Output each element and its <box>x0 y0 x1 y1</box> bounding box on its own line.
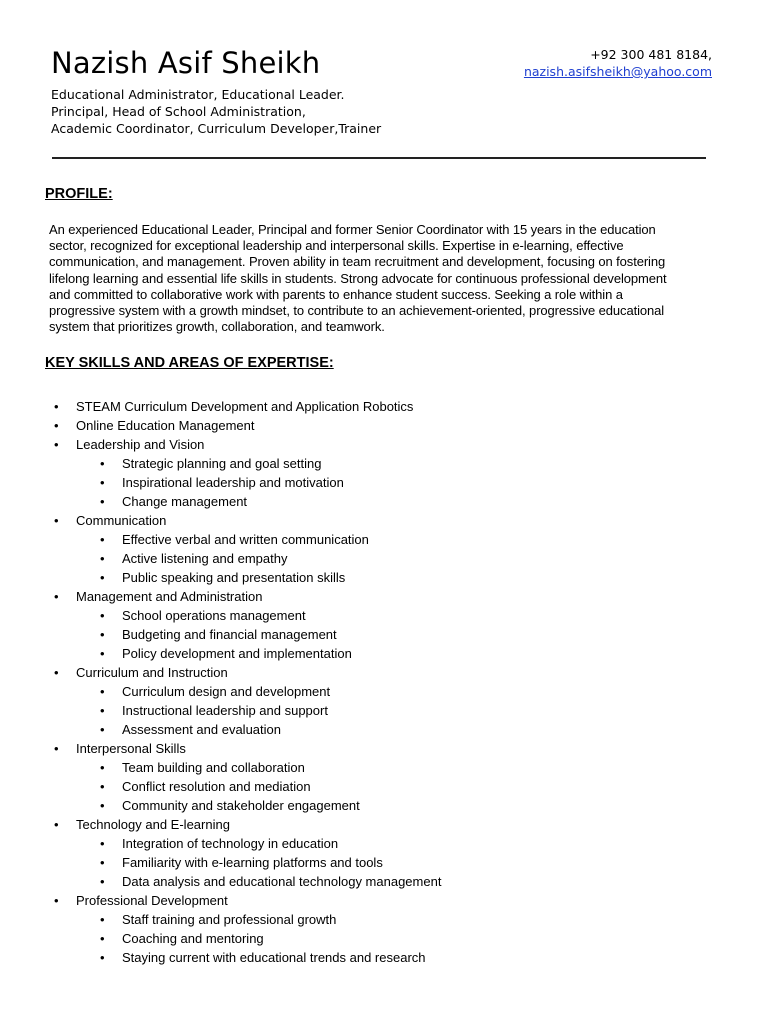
job-title-line: Academic Coordinator, Curriculum Developer,Trainer <box>51 121 382 136</box>
contact-info <box>524 46 712 80</box>
skill-category: • Online Education Management <box>48 416 441 435</box>
skill-item: • Staying current with educational trends and research <box>48 948 441 967</box>
skill-category: • Technology and E-learning <box>48 815 441 834</box>
candidate-name: Nazish Asif Sheikh <box>51 46 321 80</box>
profile-paragraph <box>49 222 729 335</box>
skill-item: • Inspirational leadership and motivation <box>48 473 441 492</box>
profile-line: An experienced Educational Leader, Principal and former Senior Coordinator with 15 years in the education <box>49 222 656 237</box>
skill-item: • Budgeting and financial management <box>48 625 441 644</box>
job-titles <box>51 86 381 137</box>
profile-line: lifelong learning and essential life skills in students. Strong advocate for continuous professional development <box>49 270 667 286</box>
profile-line: sector, recognized for exceptional leadership and interpersonal skills. Expertise in e-learning, effective <box>49 238 624 254</box>
skill-category: • Curriculum and Instruction <box>48 663 441 682</box>
profile-line: and committed to collaborative work with parents to enhance student success. Seeking a role within a <box>49 286 623 302</box>
skill-item: • Team building and collaboration <box>48 758 441 777</box>
skill-item: • School operations management <box>48 606 441 625</box>
email-link[interactable]: nazish.asifsheikh@yahoo.com <box>523 64 712 79</box>
skill-item: • Instructional leadership and support <box>48 701 441 720</box>
skill-item: • Change management <box>48 492 441 511</box>
skill-category: • Professional Development <box>48 891 441 910</box>
skill-item: • Public speaking and presentation skills <box>48 568 441 587</box>
profile-heading: PROFILE: <box>45 186 113 202</box>
profile-line: system that prioritizes growth, collaboration, and teamwork. <box>49 319 385 335</box>
job-title-line: Educational Administrator, Educational Leader. <box>51 87 345 102</box>
profile-line: communication, and management. Proven ability in team recruitment and development, focusing on fostering <box>49 254 666 270</box>
skill-item: • Conflict resolution and mediation <box>48 777 441 796</box>
skill-item: • Policy development and implementation <box>48 644 441 663</box>
skill-item: • Active listening and empathy <box>48 549 441 568</box>
skill-category: • STEAM Curriculum Development and Application Robotics <box>48 397 441 416</box>
skill-item: • Staff training and professional growth <box>48 910 441 929</box>
skill-category: • Interpersonal Skills <box>48 739 441 758</box>
skill-item: • Curriculum design and development <box>48 682 441 701</box>
skill-item: • Assessment and evaluation <box>48 720 441 739</box>
skill-item: • Effective verbal and written communication <box>48 530 441 549</box>
skill-item: • Data analysis and educational technology management <box>48 872 441 891</box>
skill-category: • Leadership and Vision <box>48 435 441 454</box>
skills-list <box>48 397 441 967</box>
job-title-line: Principal, Head of School Administration, <box>51 104 306 119</box>
skill-item: • Familiarity with e-learning platforms and tools <box>48 853 441 872</box>
phone-number: +92 300 481 8184, <box>590 47 712 62</box>
skill-item: • Community and stakeholder engagement <box>48 796 441 815</box>
header-divider <box>52 157 706 159</box>
skills-heading: KEY SKILLS AND AREAS OF EXPERTISE: <box>45 355 334 371</box>
skill-category: • Communication <box>48 511 441 530</box>
skill-category: • Management and Administration <box>48 587 441 606</box>
profile-line: progressive system with a growth mindset, to contribute to an achievement-oriented, progressive educational <box>49 303 665 319</box>
skill-item: • Integration of technology in education <box>48 834 441 853</box>
skill-item: • Coaching and mentoring <box>48 929 441 948</box>
skill-item: • Strategic planning and goal setting <box>48 454 441 473</box>
